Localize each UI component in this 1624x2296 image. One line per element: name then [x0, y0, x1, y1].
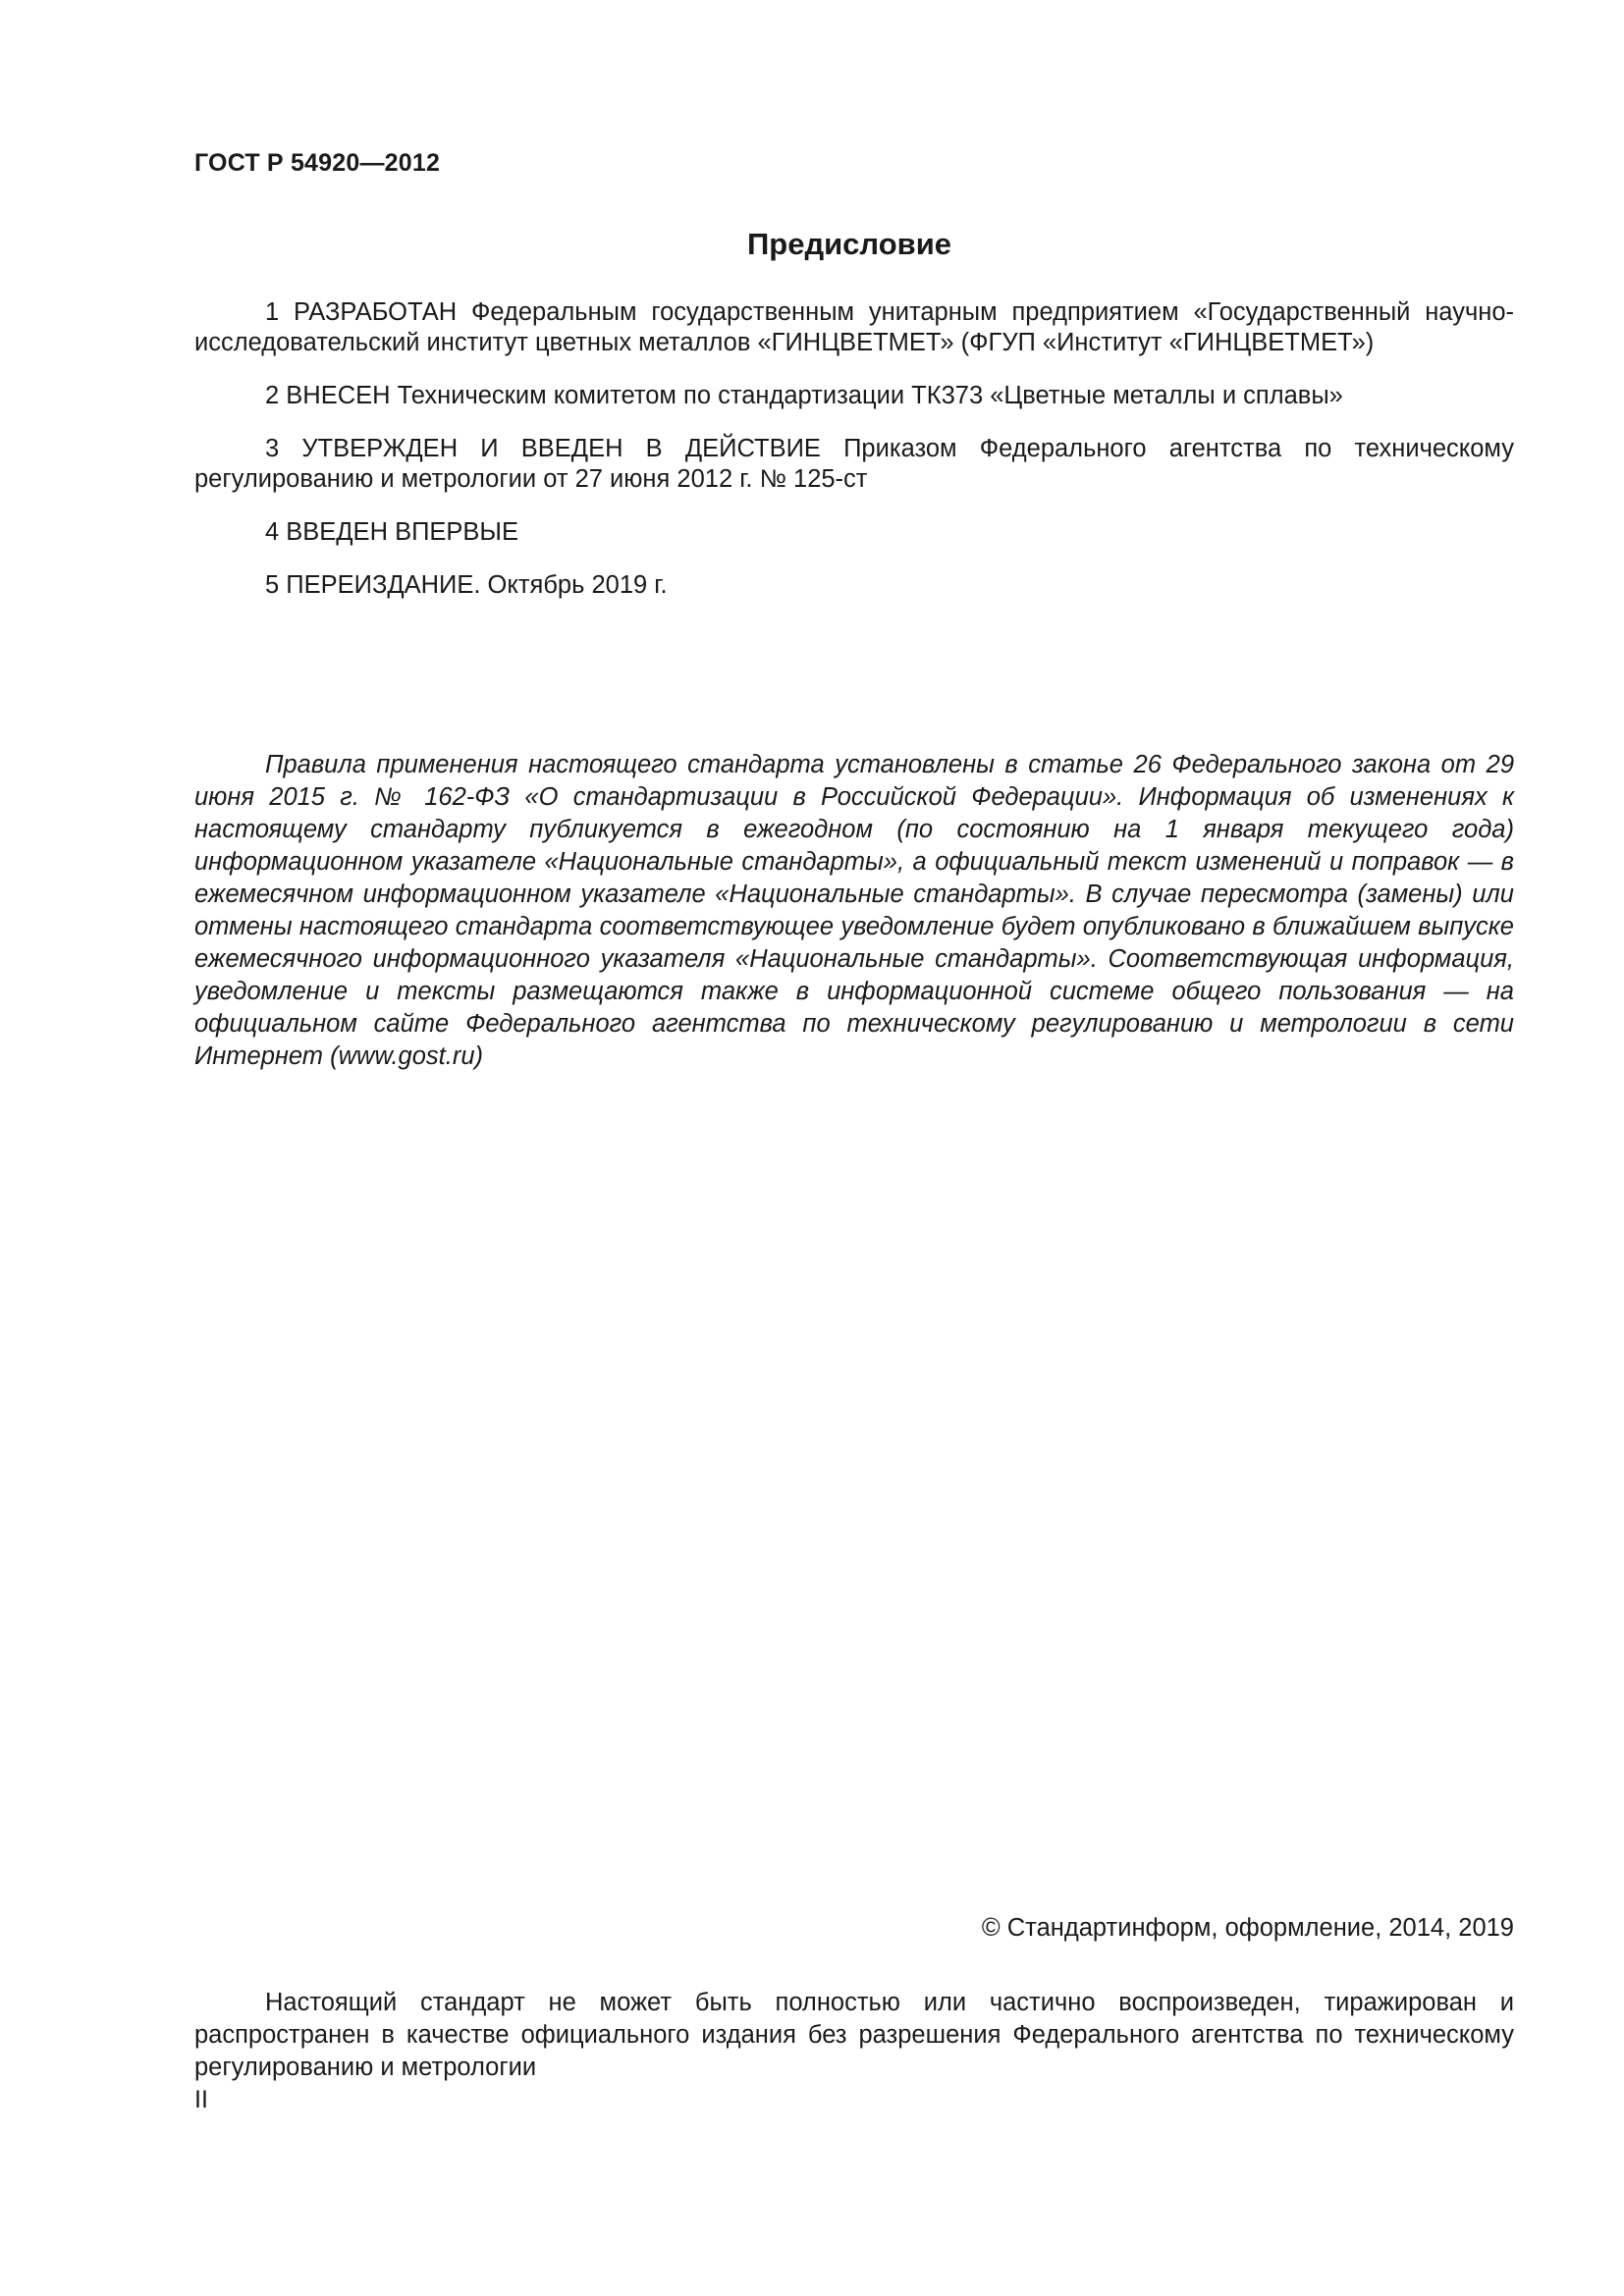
foreword-item-developed: 1 РАЗРАБОТАН Федеральным государственным унитарным предприятием «Государственный научно-исследовательский институт цветных металлов «ГИНЦВЕТМЕТ» (ФГУП «Институт «ГИНЦВЕТМЕТ») [194, 298, 1514, 356]
copyright-line: © Стандартинформ, оформление, 2014, 2019 [981, 1914, 1514, 1942]
foreword-item-reissue: 5 ПЕРЕИЗДАНИЕ. Октябрь 2019 г. [265, 571, 668, 599]
foreword-item-approved: 3 УТВЕРЖДЕН И ВВЕДЕН В ДЕЙСТВИЕ Приказом Федерального агентства по техническому регулированию и метрологии от 27 июня 2012 г. № 125-ст [194, 435, 1514, 493]
foreword-items [194, 297, 1514, 623]
foreword-title: Предисловие [746, 227, 951, 261]
reproduction-notice: Настоящий стандарт не может быть полностью или частично воспроизведен, тиражирован и распространен в качестве официального издания без разрешения Федерального агентства по техническому регулированию и метрологии [194, 1989, 1514, 2081]
foreword-item-first-introduced: 4 ВВЕДЕН ВПЕРВЫЕ [265, 518, 519, 546]
foreword-item-introduced: 2 ВНЕСЕН Техническим комитетом по стандартизации ТК373 «Цветные металлы и сплавы» [265, 382, 1343, 409]
document-code: ГОСТ Р 54920—2012 [194, 149, 441, 177]
application-rules-notice: Правила применения настоящего стандарта установлены в статье 26 Федерального закона от 29 июня 2015 г. № 162-ФЗ «О стандартизации в Российской Федерации». Информация об изменениях к настоящему стандарту публикуется в ежегодном (по состоянию на 1 января текущего года) информационном указателе «Национальные стандарты», а официальный текст изменений и поправок — в ежемесячном информационном указателе «Национальные стандарты». В случае пересмотра (замены) или отмены настоящего стандарта соответствующее уведомление будет опубликовано в ближайшем выпуске ежемесячного информационного указателя «Национальные стандарты». Соответствующая информация, уведомление и тексты размещаются также в информационной системе общего пользования — на официальном сайте Федерального агентства по техническому регулированию и метрологии в сети Интернет (www.gost.ru) [194, 751, 1514, 1070]
page-number: II [194, 2086, 208, 2113]
